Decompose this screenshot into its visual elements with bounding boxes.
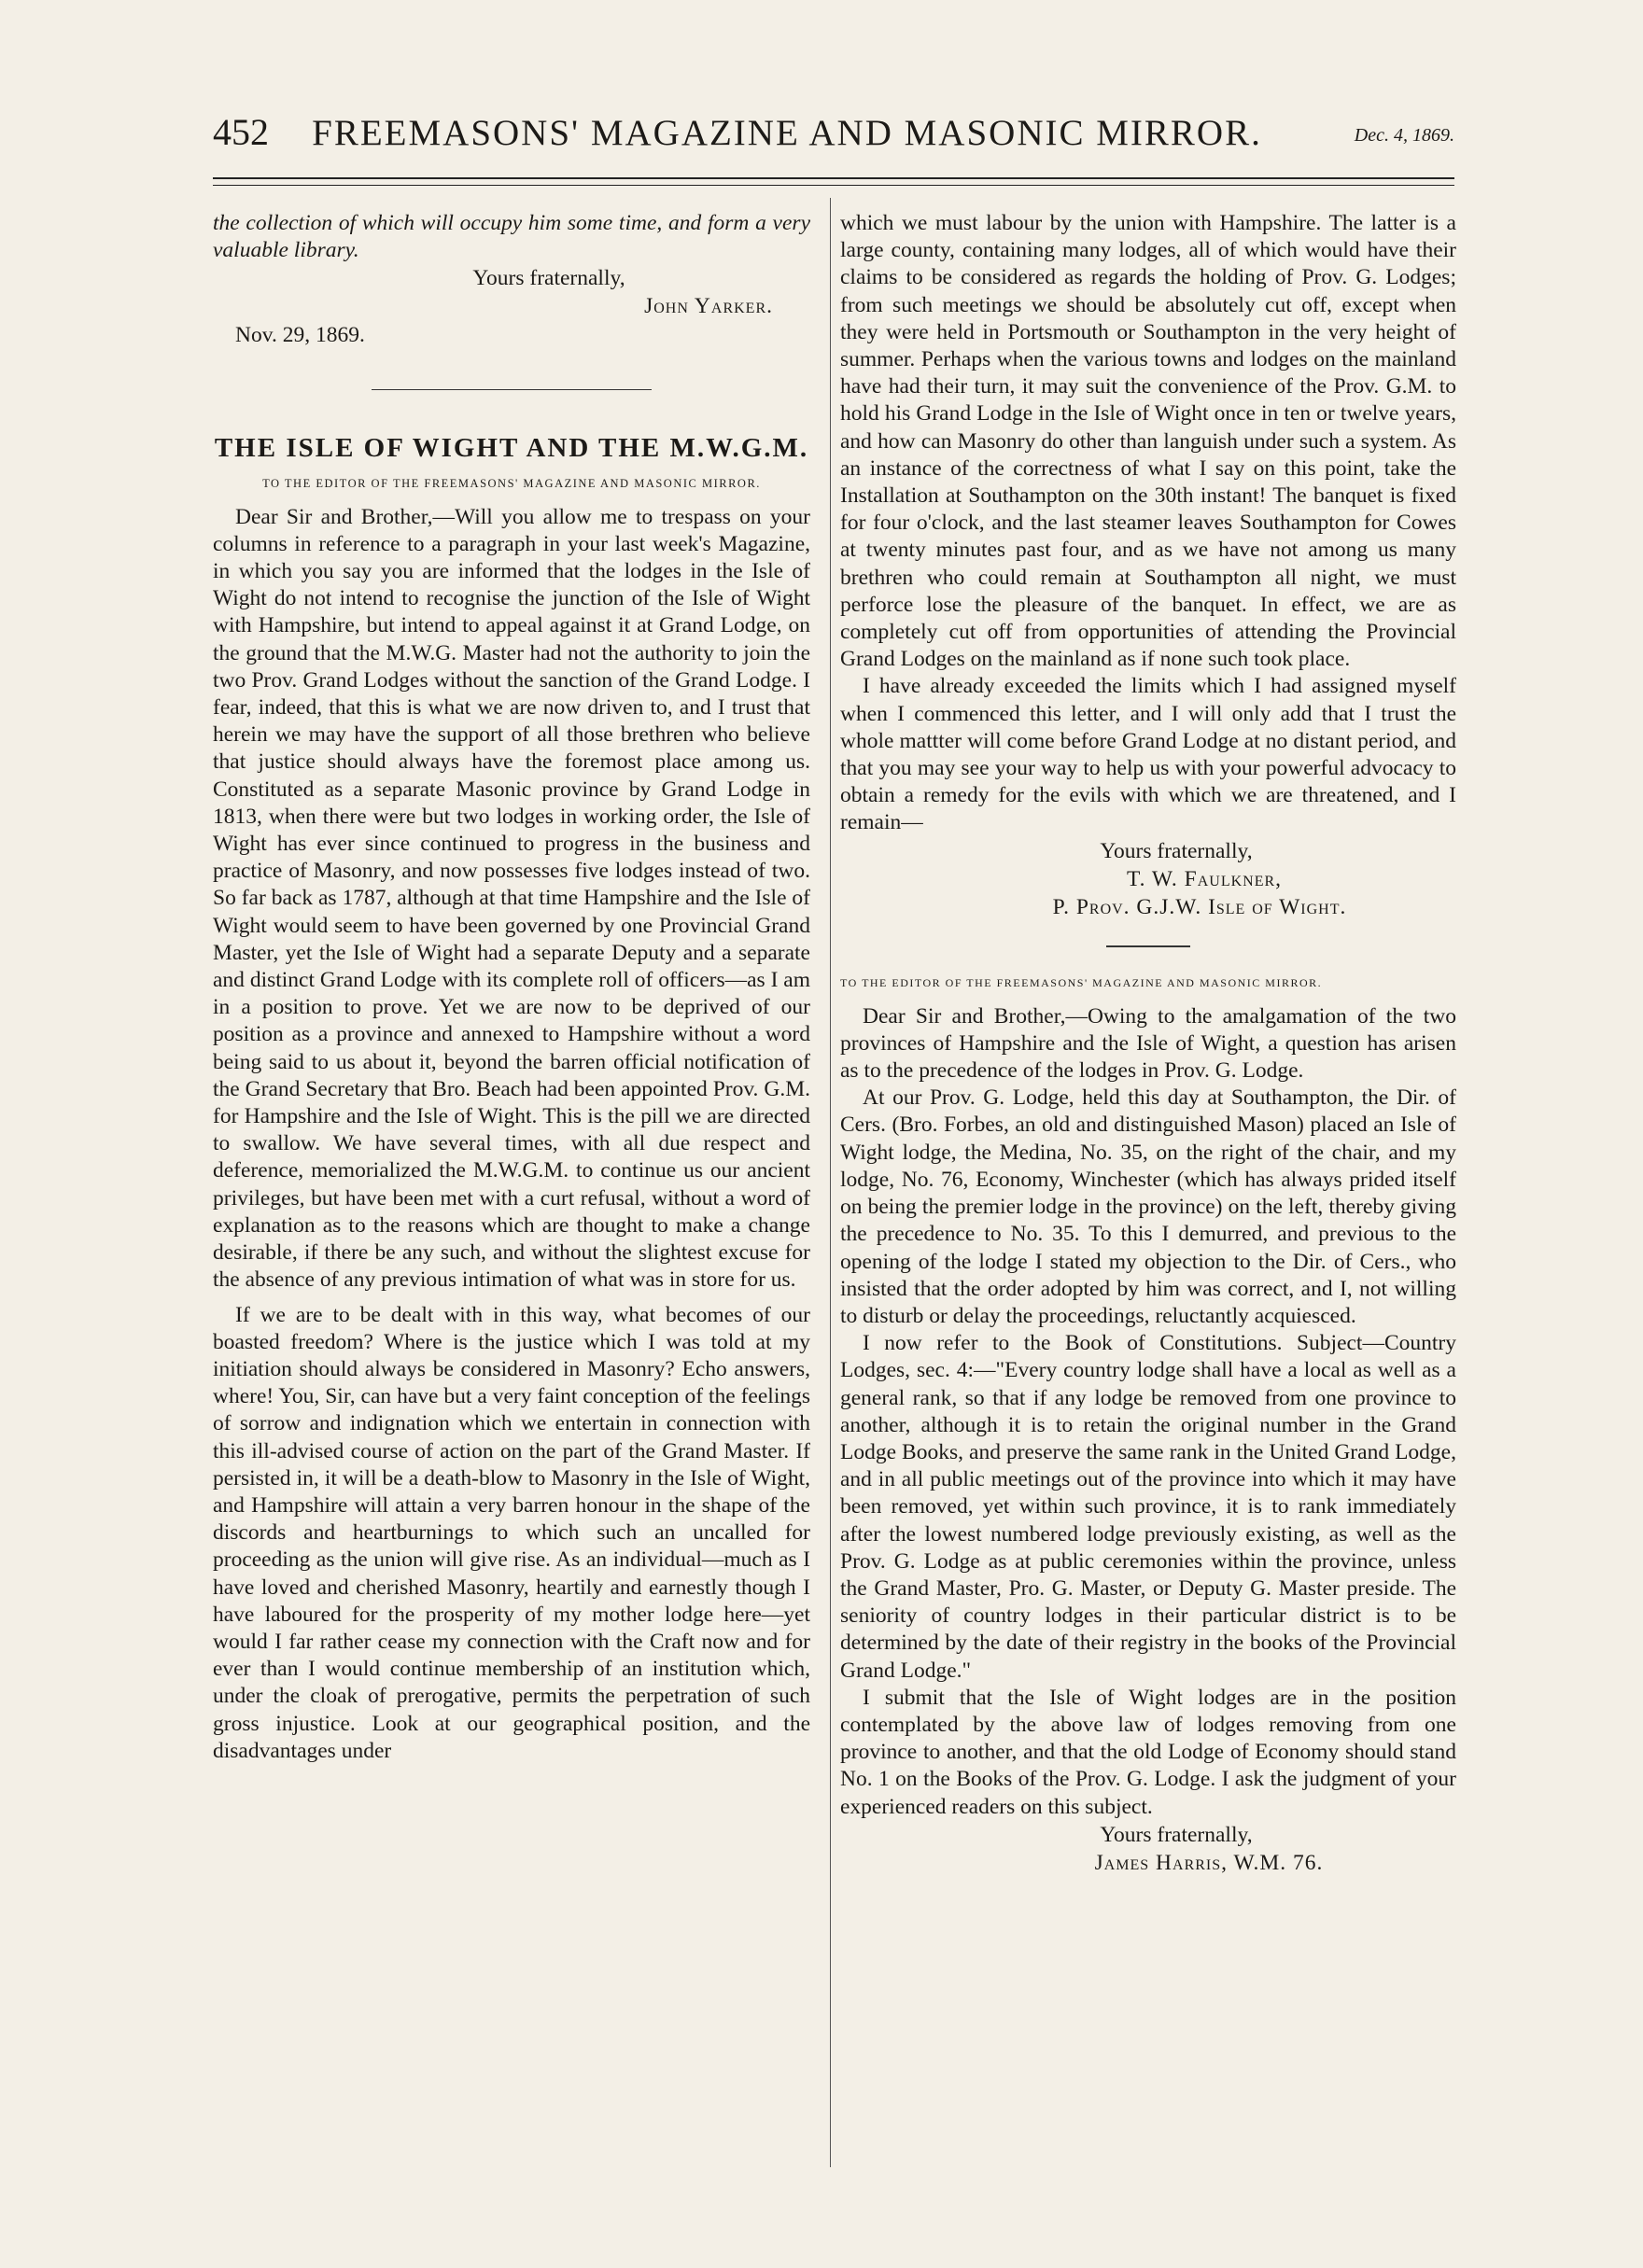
signature-faulkner: T. W. Faulkner, — [1126, 866, 1283, 891]
issue-date: Dec. 4, 1869. — [1354, 125, 1454, 146]
signature-title-faulkner: P. Prov. G.J.W. Isle of Wight. — [1052, 894, 1347, 919]
header-rule-thin — [213, 185, 1454, 186]
left-column — [213, 210, 810, 1765]
article-paragraph: Dear Sir and Brother,—Will you allow me to trespass on your columns in reference to a paragraph in your last week's Magazine, in which you say you are informed that the lodges in the Isle of Wight do not intend to recognise the junction of the Isle of Wight with Hampshire, but intend to appeal against it at Grand Lodge, on the ground that the M.W.G. Master had not the authority to join the two Prov. Grand Lodges without the sanction of the Grand Lodge. I fear, indeed, that this is what we are now driven to, and I trust that herein we may have the support of all those brethren who believe that justice should always have the foremost place among us. Constituted as a separate Masonic province by Grand Lodge in 1813, when there were but two lodges in working order, the Isle of Wight has ever since continued to progress in the business and practice of Masonry, and now possesses five lodges instead of two. So far back as 1787, although at that time Hampshire and the Isle of Wight would seem to have been governed by one Provincial Grand Master, yet the Isle of Wight had a separate Deputy and a separate and distinct Grand Lodge with its complete roll of officers—as I am in a position to prove. Yet we are now to be deprived of our position as a province and annexed to Hampshire without a word being said to us about it, beyond the barren official notification of the Grand Secretary that Bro. Beach had been appointed Prov. G.M. for Hampshire and the Isle of Wight. This is the pill we are directed to swallow. We have several times, with all due respect and deference, memorialized the M.W.G.M. to continue us our ancient privileges, but have been met with a curt refusal, without a word of explanation as to the reasons which are thought to make a change desirable, if there be any such, and without the slightest excuse for the absence of any previous intimation of what was in store for us. — [213, 504, 810, 1293]
to-editor-line: TO THE EDITOR OF THE FREEMASONS' MAGAZINE AND MASONIC MIRROR. — [840, 975, 1323, 989]
letter-divider — [1106, 945, 1190, 947]
to-editor-line: TO THE EDITOR OF THE FREEMASONS' MAGAZINE AND MASONIC MIRROR. — [262, 476, 761, 490]
closing-yarker: Yours fraternally, — [472, 266, 625, 291]
signature-yarker: John Yarker. — [644, 294, 773, 319]
article-title: THE ISLE OF WIGHT AND THE M.W.G.M. — [214, 432, 809, 463]
closing-harris: Yours fraternally, — [1100, 1822, 1253, 1847]
article-continuation: which we must labour by the union with Hampshire. The latter is a large county, containing many lodges, all of which would have their claims to be considered as regards the holding of Prov. G. Lodges; from such meetings we should be absolutely cut off, except when they were held in Portsmouth or Southampton in the very height of summer. Perhaps when the various towns and lodges on the mainland have had their turn, it may suit the convenience of the Prov. G.M. to hold his Grand Lodge in the Isle of Wight once in ten or twelve years, and how can Masonry do other than languish under such a system. As an instance of the correctness of what I say on this point, take the Installation at Southampton on the 30th instant! The banquet is fixed for four o'clock, and the last steamer leaves Southampton for Cowes at twenty minutes past four, and as we have not among us many brethren who could remain at Southampton all night, we must perforce lose the pleasure of the banquet. In effect, we are as completely cut off from opportunities of attending the Provincial Grand Lodges on the mainland as if none such took place. — [840, 211, 1456, 672]
running-title: FREEMASONS' MAGAZINE AND MASONIC MIRROR. — [312, 113, 1262, 153]
article-paragraph: If we are to be dealt with in this way, what becomes of our boasted freedom? Where is the justice which I was told at my initiation should always be considered in Masonry? Echo answers, where! You, Sir, can have but a very faint conception of the feelings of sorrow and indignation which we entertain in connection with this ill-advised course of action on the part of the Grand Master. If persisted in, it will be a death-blow to Masonry in the Isle of Wight, and Hampshire will attain a very barren honour in the shape of the discords and heartburnings to which such an uncalled for proceeding as the union will give rise. As an individual—much as I have loved and cherished Masonry, heartily and earnestly though I have laboured for the prosperity of my mother lodge here—yet would I far rather cease my connection with the Craft now and for ever than I would continue membership of an institution which, under the cloak of prerogative, permits the perpetration of such gross injustice. Look at our geographical position, and the disadvantages under — [213, 1302, 810, 1763]
letter-date: Nov. 29, 1869. — [235, 323, 365, 348]
signature-harris: James Harris, W.M. 76. — [1094, 1850, 1324, 1875]
section-divider — [372, 389, 652, 390]
right-column — [840, 210, 1456, 1877]
page-number: 452 — [213, 111, 269, 153]
letter-paragraph: At our Prov. G. Lodge, held this day at Southampton, the Dir. of Cers. (Bro. Forbes, an old and distinguished Mason) placed an Isle of Wight lodge, the Medina, No. 35, on the right of the chair, and my lodge, No. 76, Economy, Winchester (which has always prided itself on being the premier lodge in the province) on the left, thereby giving the precedence to No. 35. To this I demurred, and previous to the opening of the lodge I stated my objection to the Dir. of Cers., who insisted that the order adopted by him was correct, and I, not willing to disturb or delay the proceedings, reluctantly acquiesced. — [840, 1085, 1456, 1328]
letter-paragraph: I now refer to the Book of Constitutions. Subject—Country Lodges, sec. 4:—"Every country lodge shall have a local as well as a general rank, so that if any lodge be removed from one province to another, although it is to retain the original number in the Grand Lodge Books, and preserve the same rank in the United Grand Lodge, and in all public meetings out of the province into which it may have been removed, yet within such province, it is to rank immediately after the lowest numbered lodge previously existing, as well as the Prov. G. Lodge as at public ceremonies within the province, unless the Grand Master, Pro. G. Master, or Deputy G. Master preside. The seniority of country lodges in their particular district is to be determined by the date of their registry in the books of the Provincial Grand Lodge." — [840, 1331, 1456, 1683]
column-separator — [830, 198, 831, 2167]
letter-paragraph: Dear Sir and Brother,—Owing to the amalgamation of the two provinces of Hampshire and the Isle of Wight, a question has arisen as to the precedence of the lodges in Prov. G. Lodge. — [840, 1003, 1456, 1084]
header-rule — [213, 177, 1454, 179]
continuation-text: the collection of which will occupy him some time, and form a very valuable library. — [213, 211, 810, 263]
page-header — [213, 110, 1454, 166]
closing-faulkner: Yours fraternally, — [1100, 838, 1253, 863]
letter-paragraph: I submit that the Isle of Wight lodges are in the position contemplated by the above law of lodges removing from one province to another, and that the old Lodge of Economy should stand No. 1 on the Books of the Prov. G. Lodge. I ask the judgment of your experienced readers on this subject. — [840, 1685, 1456, 1819]
article-paragraph: I have already exceeded the limits which I had assigned myself when I commenced this letter, and I will only add that I trust the whole mattter will come before Grand Lodge at no distant period, and that you may see your way to help us with your powerful advocacy to obtain a remedy for the evils with which we are threatened, and I remain— — [840, 674, 1456, 835]
